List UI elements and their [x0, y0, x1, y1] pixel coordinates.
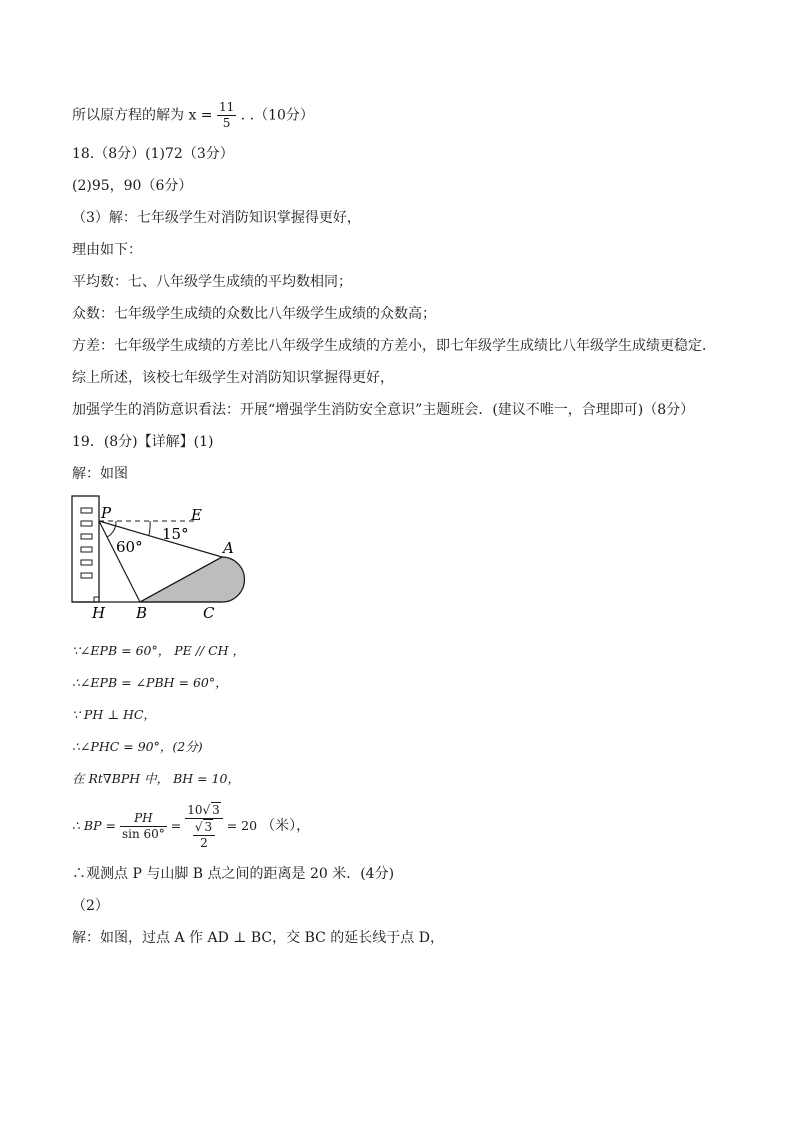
fraction-denominator: 5 [222, 116, 231, 130]
q18-reason-title: 理由如下： [72, 242, 142, 258]
fraction-10root3 [185, 802, 223, 851]
solution-score: . .（10分） [236, 107, 314, 124]
proof-step-6 [72, 802, 310, 851]
label-p: P [101, 504, 112, 522]
unit: （米）， [261, 818, 311, 834]
window [81, 534, 92, 539]
label-e: E [191, 506, 202, 524]
window [81, 521, 92, 526]
part-2-heading: （2） [72, 898, 109, 914]
label-b: B [136, 604, 148, 622]
hill-shape [140, 557, 245, 602]
proof-step-2: ∴∠EPB = ∠PBH = 60°， [72, 675, 228, 690]
bp-lead: ∴ BP = [72, 818, 120, 833]
radicand: 3 [204, 820, 213, 834]
fraction-denominator [185, 819, 223, 851]
q19-solution-intro: 解：如图 [72, 466, 128, 482]
right-angle-mark [94, 597, 99, 602]
angle-arc-15 [149, 521, 150, 535]
proof-step-5: 在 Rt∇BPH 中， BH = 10， [72, 771, 240, 786]
equals: = [166, 818, 186, 833]
q18-answer-2: (2)95，90（6分） [72, 178, 193, 194]
window [81, 560, 92, 565]
q18-mode: 众数：七年级学生成绩的众数比八年级学生成绩的众数高； [72, 306, 436, 322]
result: = 20 [222, 818, 262, 833]
fraction-ph-sin60 [120, 811, 167, 842]
solution-text: 所以原方程的解为 x = [72, 107, 217, 124]
radicand: 3 [212, 803, 220, 817]
proof-step-1: ∵∠EPB = 60°， PE // CH ， [72, 643, 246, 658]
angle-label-60: 60° [116, 538, 143, 556]
window [81, 573, 92, 578]
line-pb [99, 521, 140, 602]
building-outline [72, 496, 99, 602]
nested-numerator: √ 3 [193, 819, 215, 836]
proof-step-4: ∴∠PHC = 90°，(2分) [72, 739, 203, 754]
q18-summary: 综上所述，该校七年级学生对消防知识掌握得更好， [72, 370, 394, 386]
nested-fraction [193, 819, 215, 851]
q19-heading: 19．(8分)【详解】(1) [72, 434, 214, 450]
label-a: A [223, 539, 234, 557]
q18-mean: 平均数：七、八年级学生成绩的平均数相同； [72, 274, 352, 290]
fraction-numerator: 11 [218, 100, 235, 114]
coefficient: 10 [187, 803, 203, 817]
fraction-numerator: PH [120, 811, 167, 827]
window [81, 547, 92, 552]
q18-variance: 方差：七年级学生成绩的方差比八年级学生成绩的方差小，即七年级学生成绩比八年级学生成绩更稳定． [72, 338, 716, 354]
fraction-denominator: sin 60° [121, 827, 165, 841]
q18-answer-3: （3）解：七年级学生对消防知识掌握得更好， [72, 210, 361, 226]
label-h: H [92, 604, 106, 622]
fraction-numerator: 10√ 3 [185, 802, 223, 819]
q18-suggestion: 加强学生的消防意识看法：开展“增强学生消防安全意识”主题班会．(建议不唯一，合理即可)（8分） [72, 402, 695, 418]
q18-answer-1: 18.（8分）(1)72（3分） [72, 146, 234, 162]
label-c: C [203, 604, 215, 622]
angle-label-15: 15° [162, 525, 189, 543]
proof-step-3: ∵ PH ⊥ HC， [72, 707, 156, 722]
nested-denominator: 2 [200, 836, 208, 850]
window [81, 508, 92, 513]
proof-conclusion: ∴观测点 P 与山脚 B 点之间的距离是 20 米．(4分) [72, 866, 395, 882]
part-2-solution: 解：如图，过点 A 作 AD ⊥ BC，交 BC 的延长线于点 D， [72, 930, 444, 946]
